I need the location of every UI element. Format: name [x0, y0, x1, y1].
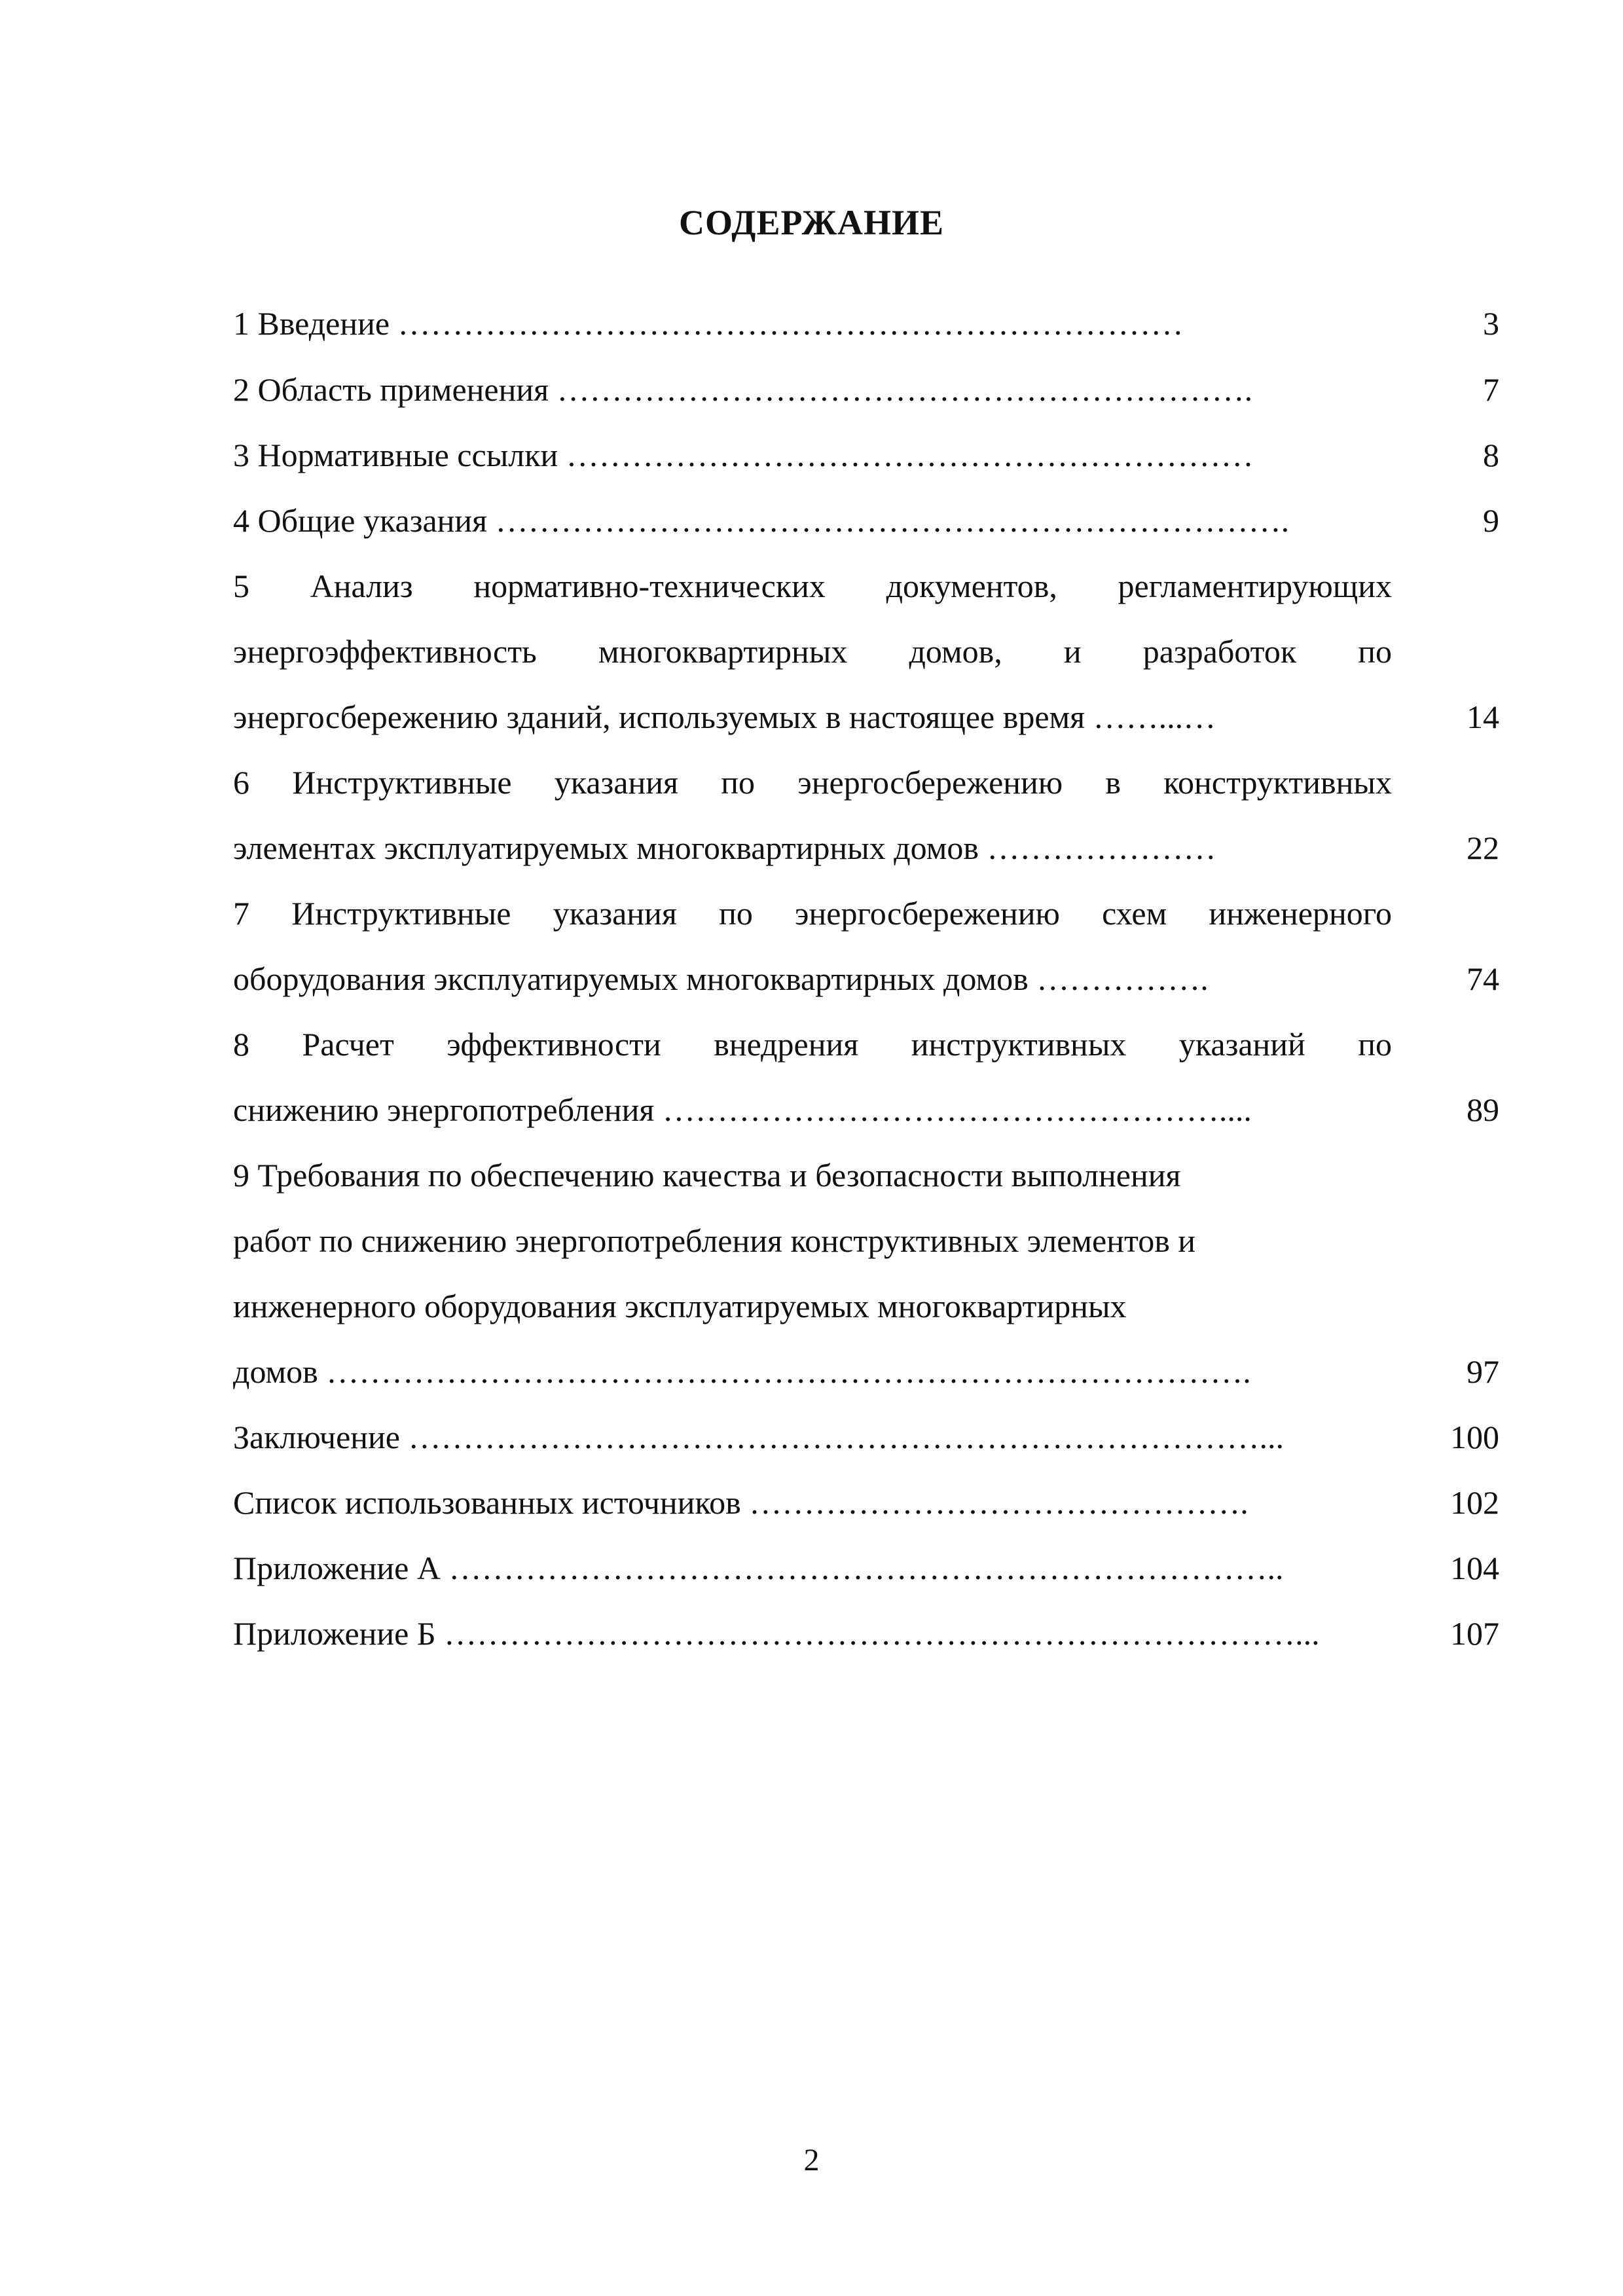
- toc-entry-5-line-3[interactable]: энергосбережению зданий, используемых в настоящее время ……...…: [233, 699, 1216, 735]
- toc-entry-9-line-2[interactable]: работ по снижению энергопотребления конструктивных элементов и: [233, 1222, 1196, 1259]
- toc-entry-references-line-1[interactable]: Список использованных источников ……………………………………….: [233, 1484, 1249, 1521]
- toc-entry-3-line-1[interactable]: 3 Нормативные ссылки ………………………………………………………: [233, 437, 1254, 473]
- toc-entry-9-line-4[interactable]: домов ………………………………………………………………………….: [233, 1353, 1251, 1390]
- toc-entry-conclusion-line-1[interactable]: Заключение ……………………………………………………………………...: [233, 1419, 1284, 1455]
- toc-entry-9-line-3[interactable]: инженерного оборудования эксплуатируемых многоквартирных: [233, 1288, 1127, 1324]
- toc-entry-8-line-1[interactable]: 8 Расчет эффективности внедрения инструктивных указаний по: [233, 1026, 1392, 1063]
- toc-entry-appendix-b-page[interactable]: 107: [1450, 1615, 1499, 1652]
- toc-entry-8-line-2[interactable]: снижению энергопотребления ……………………………………………....: [233, 1091, 1252, 1128]
- toc-entry-appendix-b-line-1[interactable]: Приложение Б ……………………………………………………………………...: [233, 1615, 1320, 1652]
- toc-entry-4-page[interactable]: 9: [1483, 502, 1499, 539]
- toc-entry-1-line-1[interactable]: 1 Введение ………………………………………………………………: [233, 305, 1184, 342]
- toc-entry-9-line-1[interactable]: 9 Требования по обеспечению качества и безопасности выполнения: [233, 1157, 1181, 1194]
- toc-entry-conclusion-page[interactable]: 100: [1450, 1419, 1499, 1455]
- toc-entry-7-page[interactable]: 74: [1467, 960, 1499, 997]
- toc-entry-6-page[interactable]: 22: [1467, 829, 1499, 866]
- toc-entry-1-page[interactable]: 3: [1483, 305, 1499, 342]
- toc-entry-appendix-a-page[interactable]: 104: [1450, 1550, 1499, 1586]
- toc-entry-3-page[interactable]: 8: [1483, 437, 1499, 473]
- footer-page-number: 2: [803, 2143, 820, 2178]
- toc-entry-7-line-1[interactable]: 7 Инструктивные указания по энергосбережению схем инженерного: [233, 895, 1392, 932]
- toc-entry-7-line-2[interactable]: оборудования эксплуатируемых многоквартирных домов …………….: [233, 960, 1209, 997]
- toc-entry-6-line-2[interactable]: элементах эксплуатируемых многоквартирных домов …………………: [233, 829, 1216, 866]
- toc-entry-5-line-1[interactable]: 5 Анализ нормативно-технических документов, регламентирующих: [233, 568, 1392, 604]
- toc-entry-2-line-1[interactable]: 2 Область применения ……………………………………………………….: [233, 371, 1253, 408]
- toc-entry-5-page[interactable]: 14: [1467, 699, 1499, 735]
- page-title: СОДЕРЖАНИЕ: [679, 203, 944, 242]
- toc-entry-references-page[interactable]: 102: [1450, 1484, 1499, 1521]
- toc-entry-4-line-1[interactable]: 4 Общие указания ……………………………………………………………….: [233, 502, 1290, 539]
- toc-entry-8-page[interactable]: 89: [1467, 1091, 1499, 1128]
- toc-entry-6-line-1[interactable]: 6 Инструктивные указания по энергосбережению в конструктивных: [233, 764, 1392, 801]
- toc-entry-5-line-2[interactable]: энергоэффективность многоквартирных домов, и разработок по: [233, 633, 1392, 670]
- toc-entry-9-page[interactable]: 97: [1467, 1353, 1499, 1390]
- toc-entry-2-page[interactable]: 7: [1483, 371, 1499, 408]
- toc-entry-appendix-a-line-1[interactable]: Приложение А …………………………………………………………………..: [233, 1550, 1284, 1586]
